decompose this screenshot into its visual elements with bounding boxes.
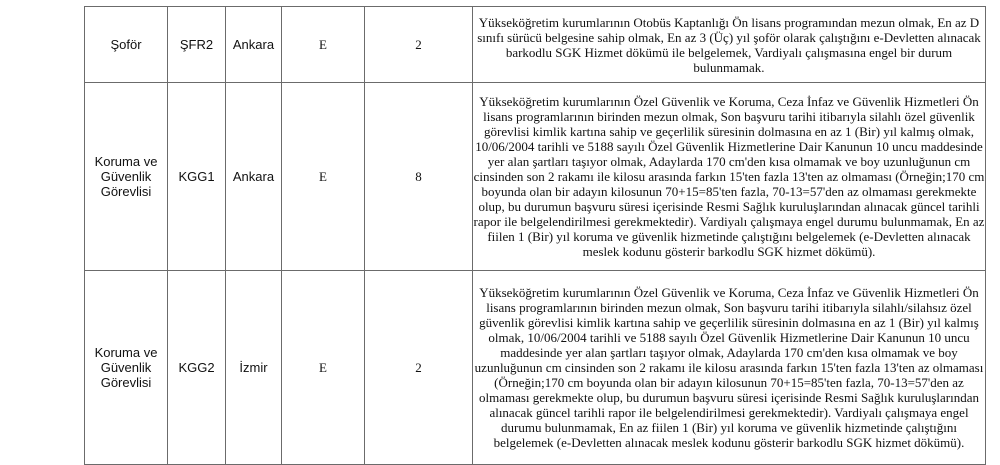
position-title: Koruma ve Güvenlik Görevlisi	[85, 271, 168, 465]
position-code: ŞFR2	[168, 7, 226, 83]
position-code: KGG1	[168, 83, 226, 271]
city: İzmir	[226, 271, 282, 465]
gender: E	[282, 83, 365, 271]
table-row	[85, 83, 986, 271]
count: 2	[365, 7, 473, 83]
gender: E	[282, 7, 365, 83]
gender: E	[282, 271, 365, 465]
city: Ankara	[226, 7, 282, 83]
table-row	[85, 271, 986, 465]
position-title: Koruma ve Güvenlik Görevlisi	[85, 83, 168, 271]
requirements-table	[84, 6, 986, 465]
position-title: Şoför	[85, 7, 168, 83]
requirements-text: Yükseköğretim kurumlarının Otobüs Kaptanlığı Ön lisans programından mezun olmak, En az D sınıfı sürücü belgesine sahip olmak, En az 3 (Üç) yıl şoför olarak çalıştığını e-Devletten alınacak barkodlu SGK Hizmet dökümü ile belgelemek, Vardiyalı çalışmasına engel bir durum bulunmamak.	[473, 7, 986, 83]
table-row	[85, 7, 986, 83]
position-code: KGG2	[168, 271, 226, 465]
requirements-text: Yükseköğretim kurumlarının Özel Güvenlik ve Koruma, Ceza İnfaz ve Güvenlik Hizmetleri Ön lisans programlarının birinden mezun olmak, Son başvuru tarihi itibarıyla silahlı özel güvenlik görevlisi kimlik kartına sahip ve geçerlilik süresinin dolmasına en az 1 (Bir) yıl kalmış olmak, 10/06/2004 tarihli ve 5188 sayılı Özel Güvenlik Hizmetlerine Dair Kanunun 10 uncu maddesinde yer alan şartları taşıyor olmak, Adaylarda 170 cm'den kısa olmamak ve boy uzunluğunun cm cinsinden son 2 rakamı ile kilosu arasında farkın 15'ten fazla 13'ten az olmaması (Örneğin;170 cm boyunda olan bir adayın kilosunun 70+15=85'ten fazla, 70-13=57'den az olmaması gerekmekte olup, bu durumun başvuru süresi içerisinde Resmi Sağlık kuruluşlarından alınacak güncel tarihli rapor ile belgelendirilmesi gerekmektedir). Vardiyalı çalışmaya engel durumu bulunmamak, En az fiilen 1 (Bir) yıl koruma ve güvenlik hizmetinde çalıştığını belgelemek (e-Devletten alınacak meslek kodunu gösterir barkodlu SGK hizmet dökümü).	[473, 83, 986, 271]
city: Ankara	[226, 83, 282, 271]
count: 8	[365, 83, 473, 271]
requirements-text: Yükseköğretim kurumlarının Özel Güvenlik ve Koruma, Ceza İnfaz ve Güvenlik Hizmetleri Ön lisans programlarının birinden mezun olmak, Son başvuru tarihi itibarıyla silahlı/silahsız özel güvenlik görevlisi kimlik kartına sahip ve geçerlilik süresinin dolmasına en az 1 (Bir) yıl kalmış olmak, 10/06/2004 tarihli ve 5188 sayılı Özel Güvenlik Hizmetlerine Dair Kanunun 10 uncu maddesinde yer alan şartları taşıyor olmak, Adaylarda 170 cm'den kısa olmamak ve boy uzunluğunun cm cinsinden son 2 rakamı ile kilosu arasında farkın 15'ten fazla 13'ten az olmaması (Örneğin;170 cm boyunda olan bir adayın kilosunun 70+15=85'ten fazla, 70-13=57'den az olmaması gerekmekte olup, bu durumun başvuru süresi içerisinde Resmi Sağlık kuruluşlarından alınacak güncel tarihli rapor ile belgelendirilmesi gerekmektedir). Vardiyalı çalışmaya engel durumu bulunmamak, En az fiilen 1 (Bir) yıl koruma ve güvenlik hizmetinde çalıştığını belgelemek (e-Devletten alınacak meslek kodunu gösterir barkodlu SGK hizmet dökümü).	[473, 271, 986, 465]
count: 2	[365, 271, 473, 465]
